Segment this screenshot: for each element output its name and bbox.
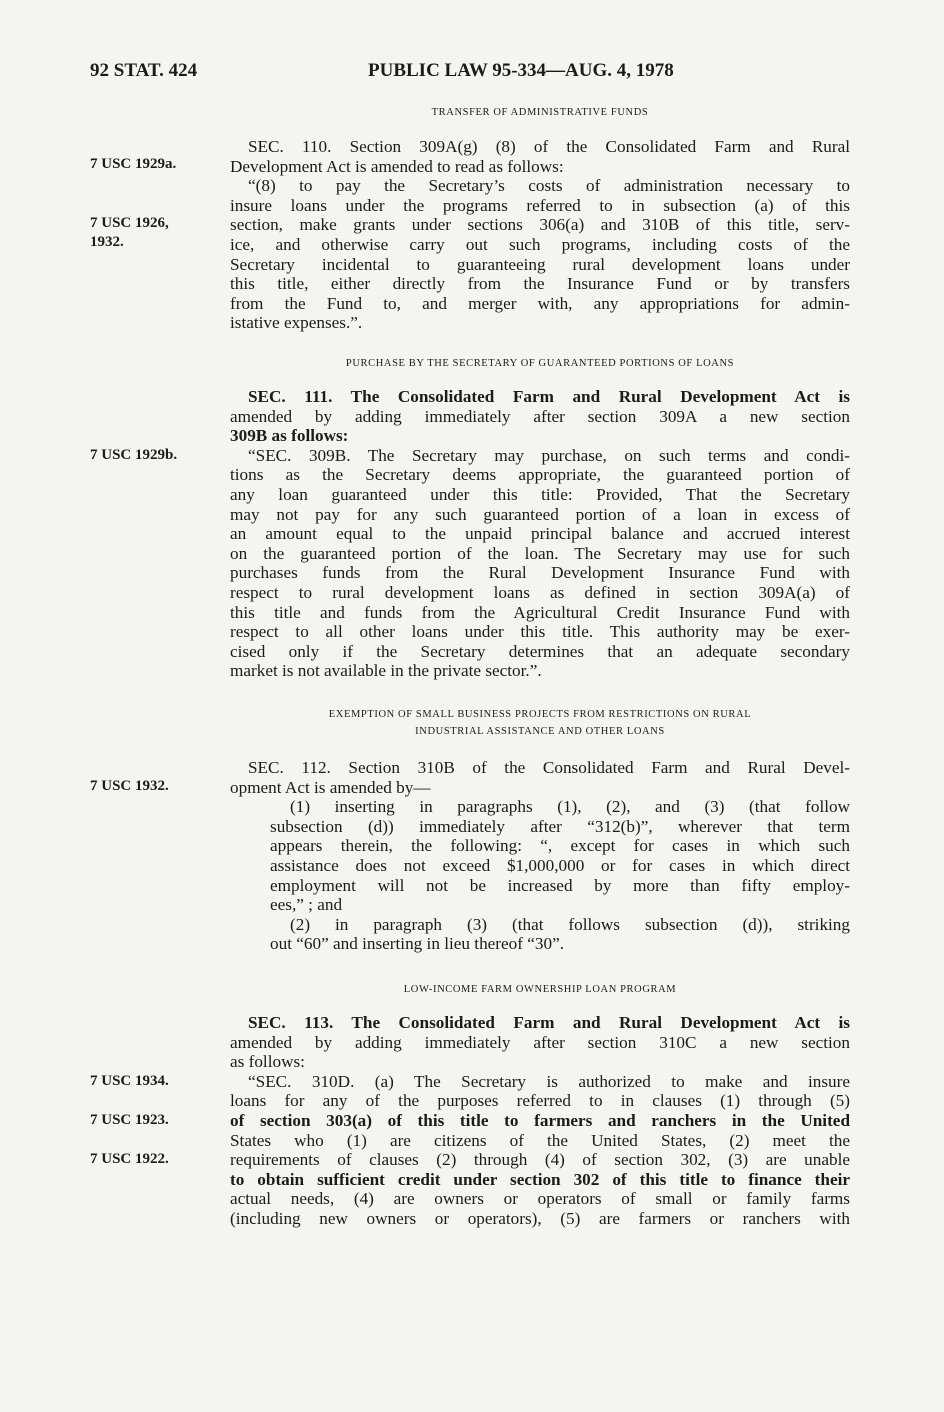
running-title: PUBLIC LAW 95-334—AUG. 4, 1978: [368, 60, 674, 81]
text-line: istative expenses.”.: [230, 313, 363, 333]
text-line: “(8) to pay the Secretary’s costs of administration necessary to: [248, 176, 850, 196]
text-line: may not pay for any such guaranteed portion of a loan in excess of: [230, 504, 850, 524]
margin-citation: 7 USC 1934.: [90, 1073, 169, 1089]
text-line: “SEC. 309B. The Secretary may purchase, on such terms and condi-: [248, 445, 850, 465]
text-line: requirements of clauses (2) through (4) of section 302, (3) are unable: [230, 1150, 850, 1170]
text-line: respect to rural development loans as defined in section 309A(a) of: [230, 582, 850, 602]
text-line: of section 303(a) of this title to farmers and ranchers in the United: [230, 1110, 850, 1130]
text-line: purchases funds from the Rural Development Insurance Fund with: [230, 563, 850, 583]
text-line: ees,” ; and: [270, 895, 343, 915]
text-line: SEC. 113. The Consolidated Farm and Rural Development Act is: [248, 1013, 850, 1032]
text-line: insure loans under the programs referred to in subsection (a) of this: [230, 195, 850, 215]
section-heading-112-line1: EXEMPTION OF SMALL BUSINESS PROJECTS FROM RESTRICTIONS ON RURAL: [328, 709, 752, 720]
text-line: from the Fund to, and merger with, any appropriations for admin-: [230, 293, 850, 313]
text-line: ice, and otherwise carry out such programs, including costs of the: [230, 234, 850, 254]
text-line: SEC. 110. Section 309A(g) (8) of the Consolidated Farm and Rural: [248, 137, 850, 156]
text-line: section, make grants under sections 306(a) and 310B of this title, serv-: [230, 215, 850, 235]
text-line: amended by adding immediately after section 309A a new section: [230, 406, 850, 426]
text-line: actual needs, (4) are owners or operators of small or family farms: [230, 1189, 850, 1209]
section-heading-113: LOW-INCOME FARM OWNERSHIP LOAN PROGRAM: [403, 984, 677, 995]
margin-citation: 7 USC 1926,: [90, 215, 169, 231]
text-line: as follows:: [230, 1052, 305, 1072]
section-111-body: [230, 387, 850, 681]
section-heading-110: TRANSFER OF ADMINISTRATIVE FUNDS: [431, 107, 649, 118]
text-line: Development Act is amended to read as follows:: [230, 156, 564, 176]
text-line: respect to all other loans under this title. This authority may be exer-: [230, 622, 850, 642]
section-110-body: [230, 137, 850, 333]
text-line: appears therein, the following: “, except for cases in which such: [270, 836, 850, 856]
text-line: assistance does not exceed $1,000,000 or for cases in which direct: [270, 855, 850, 875]
text-line: any loan guaranteed under this title: Provided, That the Secretary: [230, 484, 850, 504]
text-line: this title and funds from the Agricultural Credit Insurance Fund with: [230, 602, 850, 622]
margin-citation: 7 USC 1929b.: [90, 447, 178, 463]
text-line: cised only if the Secretary determines that an adequate secondary: [230, 641, 850, 661]
text-line: an amount equal to the unpaid principal balance and accrued interest: [230, 524, 850, 544]
text-line: (1) inserting in paragraphs (1), (2), and (3) (that follow: [290, 797, 850, 817]
text-line: Secretary incidental to guaranteeing rural development loans under: [230, 254, 850, 274]
margin-citation: 1932.: [90, 234, 124, 250]
text-line: tions as the Secretary deems appropriate, the guaranteed portion of: [230, 465, 850, 485]
text-line: States who (1) are citizens of the United States, (2) meet the: [230, 1130, 850, 1150]
section-heading-112-line2: INDUSTRIAL ASSISTANCE AND OTHER LOANS: [415, 726, 665, 737]
text-line: “SEC. 310D. (a) The Secretary is authorized to make and insure: [248, 1071, 850, 1091]
text-line: subsection (d)) immediately after “312(b)”, wherever that term: [270, 816, 850, 836]
text-line: SEC. 111. The Consolidated Farm and Rural Development Act is: [248, 387, 850, 406]
text-line: employment will not be increased by more than fifty employ-: [270, 875, 850, 895]
section-112-body: [230, 758, 850, 954]
text-line: market is not available in the private sector.”.: [230, 661, 542, 681]
text-line: this title, either directly from the Insurance Fund or by transfers: [230, 274, 850, 294]
text-line: SEC. 112. Section 310B of the Consolidated Farm and Rural Devel-: [248, 758, 850, 777]
section-113-body: [230, 1013, 850, 1229]
text-line: (2) in paragraph (3) (that follows subsection (d)), striking: [290, 914, 850, 934]
text-line: to obtain sufficient credit under section 302 of this title to finance their: [230, 1169, 850, 1189]
section-heading-111: PURCHASE BY THE SECRETARY OF GUARANTEED PORTIONS OF LOANS: [345, 358, 735, 369]
text-line: amended by adding immediately after section 310C a new section: [230, 1032, 850, 1052]
margin-citation: 7 USC 1922.: [90, 1151, 169, 1167]
text-line: opment Act is amended by—: [230, 777, 431, 797]
margin-citation: 7 USC 1929a.: [90, 156, 177, 172]
text-line: 309B as follows:: [230, 426, 349, 446]
text-line: on the guaranteed portion of the loan. The Secretary may use for such: [230, 543, 850, 563]
text-line: (including new owners or operators), (5) are farmers or ranchers with: [230, 1208, 850, 1228]
margin-citation: 7 USC 1932.: [90, 778, 169, 794]
statute-page-number: 92 STAT. 424: [90, 60, 198, 81]
margin-citation: 7 USC 1923.: [90, 1112, 169, 1128]
text-line: loans for any of the purposes referred to in clauses (1) through (5): [230, 1091, 850, 1111]
text-line: out “60” and inserting in lieu thereof “30”.: [270, 934, 565, 954]
